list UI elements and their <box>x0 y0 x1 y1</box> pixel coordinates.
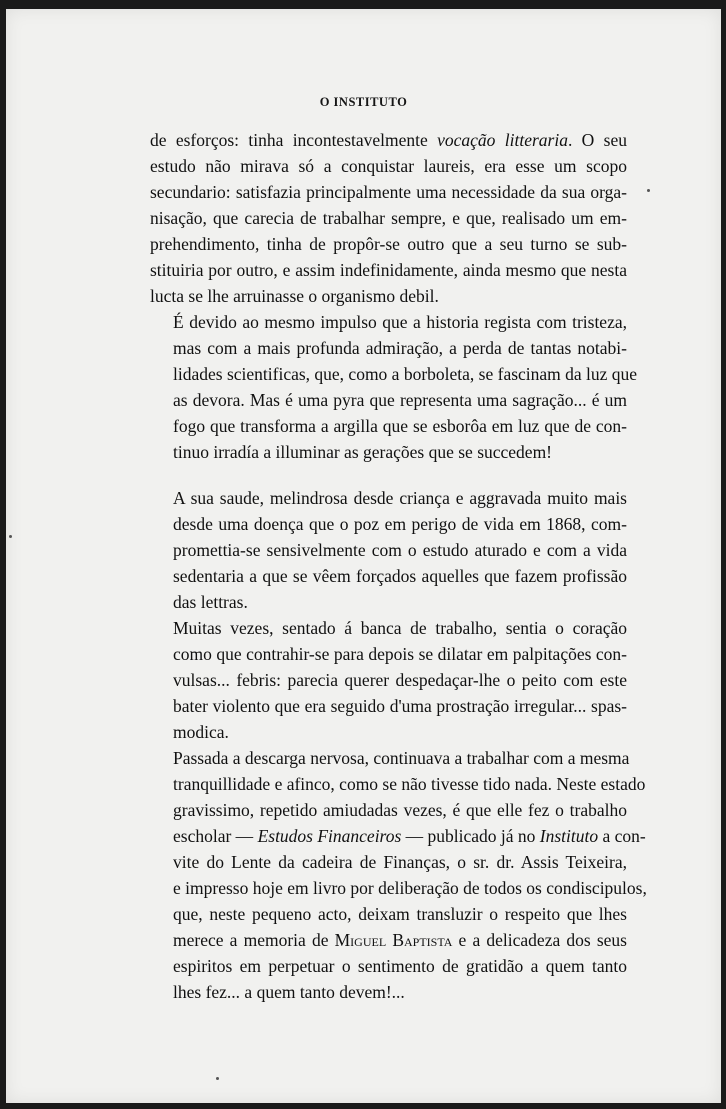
text-line <box>150 693 627 719</box>
text-line <box>150 361 638 387</box>
text-run: lidades scientificas, que, como a borboleta, se fascinam da luz que <box>173 364 638 384</box>
text-run: estudo não mirava só a conquistar laureis, era esse um scopo <box>150 156 627 176</box>
paragraph <box>150 615 627 745</box>
text-run: como que contrahir-se para depois se dilatar em palpitações con- <box>173 644 627 664</box>
text-run: prehendimento, tinha de propôr-se outro que a seu turno se sub- <box>150 234 627 254</box>
text-line <box>150 335 627 361</box>
text-line <box>150 667 627 693</box>
text-line <box>150 511 627 537</box>
text-line <box>150 849 627 875</box>
text-run: bater violento que era seguido d'uma prostração irregular... spas- <box>173 696 627 716</box>
text-run: as devora. Mas é uma pyra que representa uma sagração... é um <box>173 390 627 410</box>
small-caps-run: Miguel Baptista <box>334 930 453 950</box>
text-line <box>150 589 627 615</box>
text-run: que, neste pequeno acto, deixam transluzir o respeito que lhes <box>173 904 627 924</box>
text-line <box>150 875 647 901</box>
text-run: e a delicadeza dos seus <box>452 930 627 950</box>
text-line <box>150 127 627 153</box>
text-run: de esforços: tinha incontestavelmente <box>150 130 438 150</box>
text-line <box>150 901 627 927</box>
text-run: mas com a mais profunda admiração, a perda de tantas notabi- <box>173 338 627 358</box>
paragraph <box>150 745 647 1005</box>
margin-speck <box>647 189 650 192</box>
text-line <box>150 537 627 563</box>
text-line <box>150 563 627 589</box>
text-line <box>150 641 627 667</box>
text-run: . O seu <box>567 130 627 150</box>
paragraph <box>150 309 638 465</box>
text-line <box>150 179 627 205</box>
book-page <box>6 9 721 1103</box>
text-run: É devido ao mesmo impulso que a historia regista com tristeza, <box>173 312 627 332</box>
text-run: das lettras. <box>173 592 248 612</box>
paragraph <box>150 485 627 615</box>
margin-speck <box>9 535 12 538</box>
italic-run: vocação litteraria <box>437 130 568 150</box>
text-line <box>150 309 627 335</box>
text-run: promettia-se sensivelmente com o estudo aturado e com a vida <box>173 540 627 560</box>
text-run: e impresso hoje em livro por deliberação de todos os condiscipulos, <box>173 878 647 898</box>
body-text <box>150 127 647 1005</box>
text-run: stituiria por outro, e assim indefinidamente, ainda mesmo que nesta <box>150 260 627 280</box>
text-run: vulsas... febris: parecia querer despedaçar-lhe o peito com este <box>173 670 627 690</box>
paragraph-gap <box>150 465 627 485</box>
text-run: escholar — <box>173 826 258 846</box>
paragraph <box>150 127 627 309</box>
text-line <box>150 231 627 257</box>
text-line <box>150 257 627 283</box>
text-line <box>150 413 627 439</box>
text-line <box>150 283 627 309</box>
italic-run: Estudos Financeiros <box>257 826 402 846</box>
text-line <box>150 205 627 231</box>
text-line <box>150 979 627 1005</box>
text-line <box>150 797 627 823</box>
text-run: A sua saude, melindrosa desde criança e aggravada muito mais <box>173 488 627 508</box>
text-run: desde uma doença que o poz em perigo de vida em 1868, com- <box>173 514 627 534</box>
text-run: tranquillidade e afinco, como se não tivesse tido nada. Neste estado <box>173 774 646 794</box>
text-run: Muitas vezes, sentado á banca de trabalho, sentia o coração <box>173 618 627 638</box>
text-run: espiritos em perpetuar o sentimento de gratidão a quem tanto <box>173 956 627 976</box>
text-run: tinuo irradía a illuminar as gerações que se succedem! <box>173 442 553 462</box>
text-line <box>150 387 627 413</box>
text-run: — publicado já no <box>401 826 540 846</box>
text-run: merece a memoria de <box>173 930 335 950</box>
text-line <box>150 439 627 465</box>
text-run: secundario: satisfazia principalmente uma necessidade da sua orga- <box>150 182 627 202</box>
text-line <box>150 615 627 641</box>
text-line <box>150 153 627 179</box>
text-line <box>150 485 627 511</box>
text-run: a con- <box>598 826 646 846</box>
text-run: lhes fez... a quem tanto devem!... <box>173 982 405 1002</box>
text-run: fogo que transforma a argilla que se esborôa em luz que de con- <box>173 416 627 436</box>
text-run: modica. <box>173 722 229 742</box>
text-run: nisação, que carecia de trabalhar sempre, e que, realisado um em- <box>150 208 627 228</box>
text-run: sedentaria a que se vêem forçados aquelles que fazem profissão <box>173 566 627 586</box>
text-line <box>150 927 627 953</box>
text-line <box>150 719 627 745</box>
text-run: vite do Lente da cadeira de Finanças, o sr. dr. Assis Teixeira, <box>173 852 627 872</box>
italic-run: Instituto <box>539 826 599 846</box>
margin-speck <box>216 1077 219 1080</box>
text-run: gravissimo, repetido amiudadas vezes, é que elle fez o trabalho <box>173 800 627 820</box>
text-line <box>150 771 646 797</box>
running-head: O INSTITUTO <box>319 95 408 109</box>
text-run: lucta se lhe arruinasse o organismo debil. <box>150 286 439 306</box>
text-line <box>150 745 630 771</box>
text-line <box>150 823 646 849</box>
text-run: Passada a descarga nervosa, continuava a trabalhar com a mesma <box>173 748 630 768</box>
text-line <box>150 953 627 979</box>
